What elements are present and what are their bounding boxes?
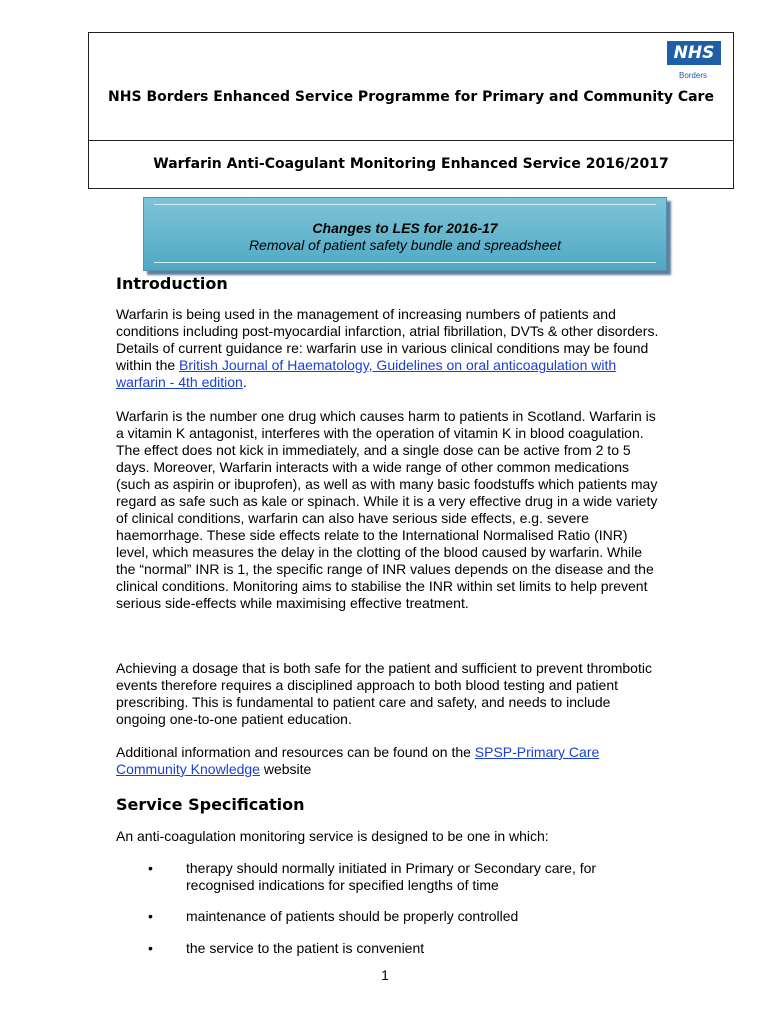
spsp-knowledge-link[interactable]: SPSP-Primary Care Community Knowledge: [116, 744, 600, 777]
intro-p4-end: website: [259, 761, 312, 777]
bullet-icon: •: [148, 940, 153, 956]
document-title: NHS Borders Enhanced Service Programme for Primary and Community Care: [108, 89, 714, 105]
changes-banner: [143, 197, 667, 271]
spec-lead: An anti-coagulation monitoring service is designed to be one in which:: [116, 828, 549, 844]
service-specification-heading: Service Specification: [116, 795, 305, 814]
intro-p4-text: Additional information and resources can be found on the: [116, 744, 475, 760]
header-title-section: [89, 33, 733, 141]
changes-title: Changes to LES for 2016-17: [312, 220, 498, 236]
intro-paragraph-3: Achieving a dosage that is both safe for the patient and sufficient to prevent thrombotic events therefore requires a disciplined approach to both blood testing and patient prescribing. This is fundamental to patient care and safety, and needs to include ongoing one-to-one patient education.: [116, 660, 652, 727]
changes-line: Removal of patient safety bundle and spreadsheet: [248, 237, 562, 253]
introduction-heading: Introduction: [116, 274, 228, 293]
intro-p1-end: .: [242, 374, 247, 390]
header-box: [88, 32, 734, 189]
page-number: 1: [381, 967, 389, 983]
nhs-logo-mark: NHS: [667, 41, 721, 65]
banner-top-rule: [154, 204, 656, 205]
intro-paragraph-1: [116, 306, 661, 391]
bullet-icon: •: [148, 860, 153, 876]
intro-p1-text: Warfarin is being used in the management of increasing numbers of patients and conditions including post-myocardial infarction, atrial fibrillation, DVTs & other disorders. Details of current guidance re: warfarin use in various clinical conditions may be found within the: [116, 306, 659, 373]
document-subtitle: Warfarin Anti-Coagulant Monitoring Enhanced Service 2016/2017: [153, 156, 669, 172]
intro-paragraph-2: Warfarin is the number one drug which causes harm to patients in Scotland. Warfarin is a vitamin K antagonist, interferes with the operation of vitamin K in blood coagulation. The effect does not kick in immediately, and a single dose can be active from 2 to 5 days. Moreover, Warfarin interacts with a wide range of other common medications (such as aspirin or ibuprofen), as well as with many basic foodstuffs which patients may regard as safe such as kale or spinach. While it is a very effective drug in a wide variety of clinical conditions, warfarin can also have serious side effects, e.g. severe haemorrhage. These side effects relate to the International Normalised Ratio (INR) level, which measures the delay in the clotting of the blood caused by warfarin. While the “normal” INR is 1, the specific range of INR values depends on the disease and the clinical conditions. Monitoring aims to stabilise the INR within set limits to help prevent serious side-effects while maximising effective treatment.: [116, 408, 658, 611]
nhs-logo-subtitle: Borders: [678, 71, 707, 80]
list-item-text: therapy should normally initiated in Primary or Secondary care, for recognised indications for specified lengths of time: [186, 860, 597, 893]
nhs-borders-logo: [663, 39, 723, 91]
intro-paragraph-4: [116, 744, 661, 778]
banner-bottom-rule: [154, 262, 656, 263]
list-item-text: maintenance of patients should be properly controlled: [186, 908, 519, 924]
bullet-icon: •: [148, 908, 153, 924]
list-item-text: the service to the patient is convenient: [186, 940, 425, 956]
bjh-guidelines-link[interactable]: British Journal of Haematology, Guidelines on oral anticoagulation with warfarin - 4th edition: [116, 357, 617, 390]
